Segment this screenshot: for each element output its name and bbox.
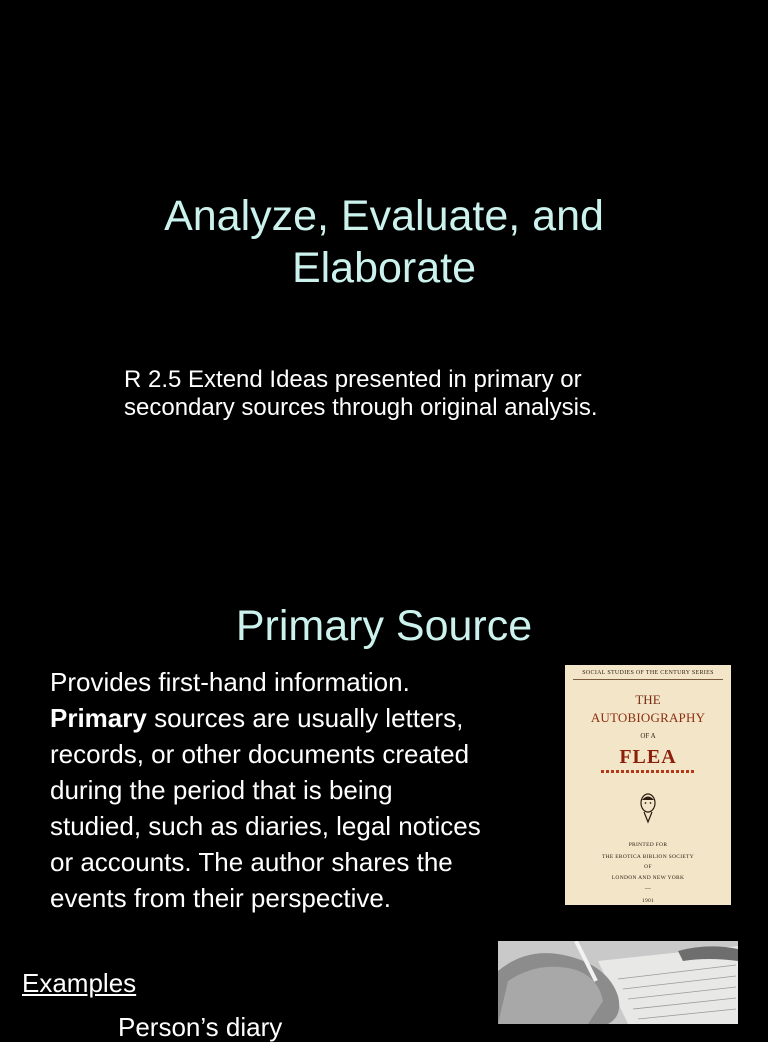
- book-cover-image: [565, 665, 731, 905]
- standard-line-2: secondary sources through original analysis.: [124, 394, 598, 421]
- standard-line-1: R 2.5 Extend Ideas presented in primary or: [124, 366, 582, 393]
- book-of-a: OF A: [640, 732, 656, 740]
- body-line-3: records, or other documents created: [50, 739, 470, 769]
- book-ornament-bar: [601, 770, 695, 773]
- book-autobiography: AUTOBIOGRAPHY: [590, 710, 706, 725]
- slide-primary-source: [0, 576, 768, 1042]
- book-society: THE EROTICA BIBLION SOCIETY: [602, 854, 694, 860]
- writing-hand-icon: [498, 941, 738, 1024]
- book-cities: LONDON AND NEW YORK: [611, 875, 685, 881]
- body-line-7: events from their perspective.: [50, 883, 392, 913]
- example-item: Person’s diary: [118, 1012, 283, 1042]
- book-flea: FLEA: [619, 746, 677, 768]
- title-line-2: Elaborate: [291, 244, 477, 292]
- body-line-4: during the period that is being: [50, 775, 393, 805]
- body-line-2: sources are usually letters,: [146, 703, 464, 733]
- book-dash: —: [644, 886, 652, 892]
- book-series: SOCIAL STUDIES OF THE CENTURY SERIES: [573, 665, 723, 680]
- body-bold-word: Primary: [50, 703, 147, 733]
- book-the: THE: [635, 692, 661, 707]
- title-line-1: Analyze, Evaluate, and: [164, 192, 604, 240]
- body-line-6: or accounts. The author shares the: [50, 847, 453, 877]
- writing-hand-photo: [498, 941, 738, 1024]
- book-of: OF: [644, 864, 652, 870]
- slide-title: [0, 190, 768, 294]
- definition-text: [50, 664, 550, 916]
- book-emblem-icon: [637, 791, 659, 825]
- slide-title: Primary Source: [235, 602, 533, 650]
- book-printed-for: PRINTED FOR: [628, 842, 668, 848]
- book-year: 1901: [641, 898, 655, 904]
- standard-text: [124, 366, 684, 422]
- examples-heading: Examples: [22, 968, 137, 998]
- body-line-1: Provides first-hand information.: [50, 667, 410, 697]
- body-line-5: studied, such as diaries, legal notices: [50, 811, 481, 841]
